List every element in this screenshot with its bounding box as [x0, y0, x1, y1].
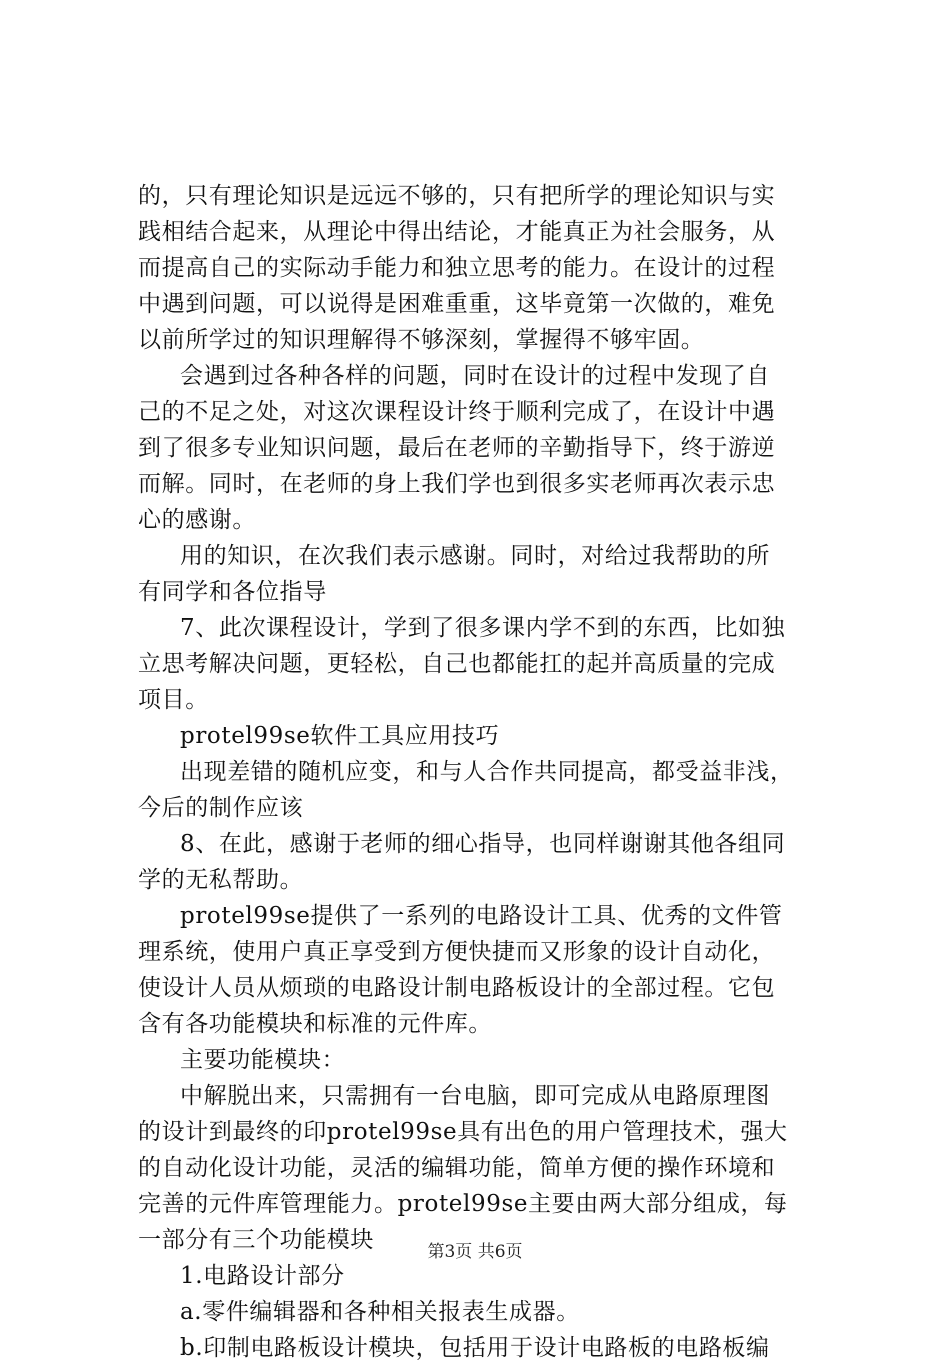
- text-line: 含有各功能模块和标准的元件库。: [138, 1011, 492, 1037]
- text-line: protel99se提供了一系列的电路设计工具、优秀的文件管: [180, 903, 783, 929]
- text-line: b.印制电路板设计模块，包括用于设计电路板的电路板编: [180, 1335, 770, 1361]
- text-line: 的自动化设计功能，灵活的编辑功能，简单方便的操作环境和: [138, 1155, 776, 1181]
- text-line: 立思考解决问题，更轻松，自己也都能扛的起并高质量的完成: [138, 651, 776, 677]
- text-line: 7、此次课程设计，学到了很多课内学不到的东西，比如独: [180, 615, 786, 641]
- text-line: 会遇到过各种各样的问题，同时在设计的过程中发现了自: [180, 363, 770, 389]
- text-line: 学的无私帮助。: [138, 867, 304, 893]
- text-line: 8、在此，感谢于老师的细心指导，也同样谢谢其他各组同: [180, 831, 786, 857]
- text-line: 项目。: [138, 687, 209, 713]
- text-line: 以前所学过的知识理解得不够深刻，掌握得不够牢固。: [138, 327, 705, 353]
- text-line: 到了很多专业知识问题，最后在老师的辛勤指导下，终于游逆: [138, 435, 776, 461]
- text-line: 的，只有理论知识是远远不够的，只有把所学的理论知识与实: [138, 183, 776, 209]
- text-line: 用的知识，在次我们表示感谢。同时，对给过我帮助的所: [180, 543, 770, 569]
- text-line: 有同学和各位指导: [138, 579, 327, 605]
- text-line: 出现差错的随机应变，和与人合作共同提高，都受益非浅，: [180, 759, 794, 785]
- text-line: 践相结合起来，从理论中得出结论，才能真正为社会服务，从: [138, 219, 776, 245]
- page-number-footer: 第3页 共6页: [427, 1242, 523, 1262]
- text-line: 中解脱出来，只需拥有一台电脑，即可完成从电路原理图: [180, 1083, 770, 1109]
- text-line: 理系统，使用户真正享受到方便快捷而又形象的设计自动化，: [138, 939, 776, 965]
- text-line: 的设计到最终的印protel99se具有出色的用户管理技术，强大: [138, 1119, 788, 1145]
- text-line: a.零件编辑器和各种相关报表生成器。: [180, 1299, 580, 1325]
- text-line: 使设计人员从烦琐的电路设计制电路板设计的全部过程。它包: [138, 975, 776, 1001]
- text-line: 1.电路设计部分: [180, 1263, 345, 1289]
- text-line: 而提高自己的实际动手能力和独立思考的能力。在设计的过程: [138, 255, 776, 281]
- text-line: 心的感谢。: [138, 507, 256, 533]
- document-body: [138, 178, 838, 1366]
- text-line: 己的不足之处，对这次课程设计终于顺利完成了，在设计中遇: [138, 399, 776, 425]
- text-line: 完善的元件库管理能力。protel99se主要由两大部分组成，每: [138, 1191, 788, 1217]
- text-line: 一部分有三个功能模块: [138, 1227, 374, 1253]
- text-line: 中遇到问题，可以说得是困难重重，这毕竟第一次做的，难免: [138, 291, 776, 317]
- text-line: 主要功能模块：: [180, 1047, 346, 1073]
- text-line: 今后的制作应该: [138, 795, 304, 821]
- text-line: 而解。同时，在老师的身上我们学也到很多实老师再次表示忠: [138, 471, 776, 497]
- text-line: protel99se软件工具应用技巧: [180, 723, 500, 749]
